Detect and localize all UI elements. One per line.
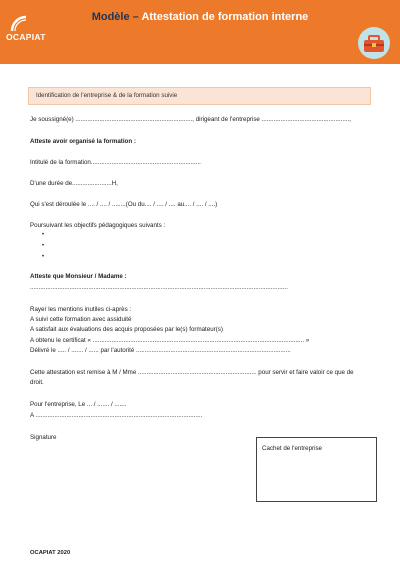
delivre-line: Délivré le ..... / ....... / ...... par l'autorité .......................................................................................... [30, 347, 291, 354]
toolbox-icon [358, 27, 390, 59]
lieu-line: A ................................................................................................. [30, 412, 203, 419]
logo-arc-icon [6, 11, 46, 33]
signature-label: Signature [30, 434, 57, 441]
objective-bullet: • [42, 254, 45, 260]
duree-line: D'une durée de.......................H, [30, 180, 118, 187]
section-title: Identification de l'entreprise & de la formation suivie [36, 92, 178, 99]
objectifs-line: Poursuivant les objectifs pédagogiques suivants : [30, 222, 166, 229]
atteste-organisation-heading: Atteste avoir organisé la formation : [30, 138, 136, 145]
person-dots-line: ...................................................................................................................................................... [30, 284, 288, 291]
logo-text: OCAPIAT [6, 32, 46, 42]
certificat-line: A obtenu le certificat « ........................................................................................................................... » [30, 337, 310, 344]
title-main: Attestation de formation interne [141, 11, 309, 23]
pour-entreprise-line: Pour l'entreprise, Le ... / ....... / ....... [30, 401, 127, 408]
objective-bullet: • [42, 243, 45, 249]
title-prefix: Modèle – [91, 11, 139, 23]
cachet-box [256, 437, 377, 502]
cachet-label: Cachet de l'entreprise [262, 445, 322, 452]
remise-line-continued: droit. [30, 379, 44, 386]
page-title [50, 11, 350, 23]
atteste-personne-heading: Atteste que Monsieur / Madame : [30, 273, 127, 280]
assiduite-line: A suivi cette formation avec assiduité [30, 316, 132, 323]
objective-bullet: • [42, 232, 45, 238]
rayer-line: Rayer les mentions inutiles ci-après : [30, 306, 132, 313]
footer-text: OCAPIAT 2020 [30, 550, 71, 556]
evaluations-line: A satisfait aux évaluations des acquis proposées par le(s) formateur(s) [30, 326, 223, 333]
section-header [28, 87, 371, 105]
header-banner [0, 0, 400, 64]
intitule-line: Intitulé de la formation................................................................ [30, 159, 201, 166]
dates-line: Qui s'est déroulée le .... / .... / ........(Ou du.... / .... / .... au.... / .... / ....) [30, 201, 218, 208]
ocapiat-logo [6, 11, 46, 43]
remise-line: Cette attestation est remise à M / Mme ..................................................................... pour servir et faire valoir ce que de [30, 369, 354, 376]
soussigne-line: Je soussigné(e) ...................................................................., dirigeant de l'entreprise ..................................................., [30, 116, 351, 123]
